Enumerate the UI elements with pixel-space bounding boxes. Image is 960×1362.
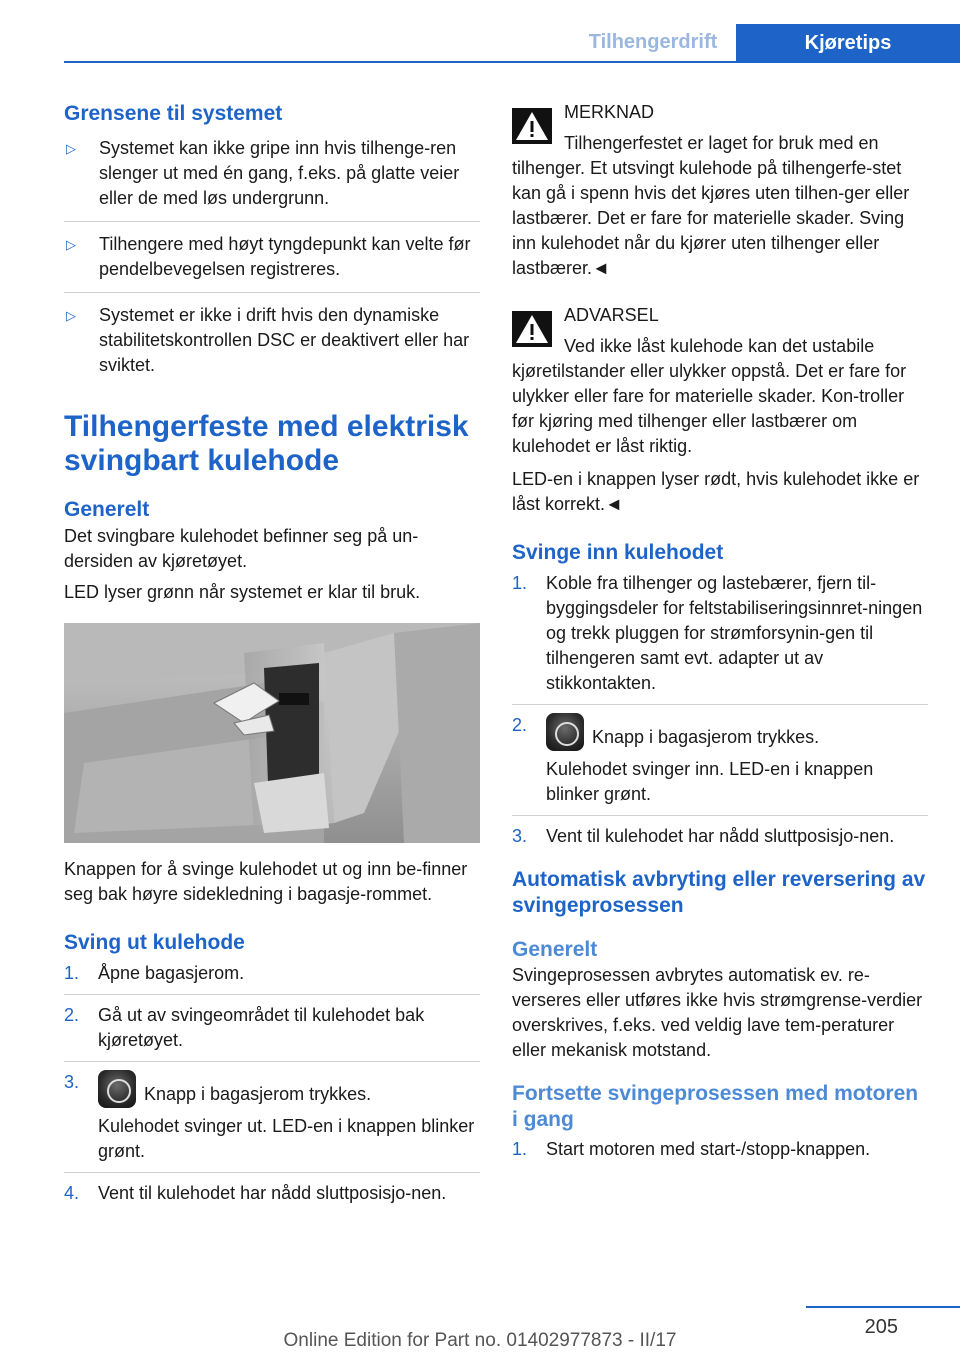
trailer-hitch-button-icon [546,713,584,751]
main-heading: Tilhengerfeste med elektrisk svingbart kulehode [64,410,469,477]
warning-triangle-icon [512,311,552,347]
trunk-photo [64,623,480,843]
swing-in-heading: Svinge inn kulehodet [512,541,724,564]
continue-heading: Fortsette svingeprosessen med motoren i gang [512,1082,919,1131]
warning-triangle-icon [512,108,552,144]
triangle-bullet-icon: ▷ [66,141,76,156]
swing-out-steps [64,961,480,1206]
step-item: 1. Åpne bagasjerom. [64,961,480,995]
warning-text-2: LED-en i knappen lyser rødt, hvis kulehodet ikke er låst korrekt.◄ [512,469,920,514]
trunk-illustration [64,623,480,843]
page-number: 205 [864,1316,898,1338]
swing-out-heading: Sving ut kulehode [64,931,245,954]
limits-list [64,136,480,388]
step-item: 2. Gå ut av svingeområdet til kulehodet bak kjøretøyet. [64,1003,480,1062]
limits-heading: Grensene til systemet [64,102,283,125]
header-rule [64,61,960,63]
footer-rule [806,1306,960,1308]
triangle-bullet-icon: ▷ [66,237,76,252]
auto-general-heading: Generelt [512,938,598,961]
auto-heading: Automatisk avbryting eller reversering av svingeprosessen [512,868,926,917]
trailer-hitch-button-icon [98,1070,136,1108]
note-text: Tilhengerfestet er laget for bruk med en tilhenger. Et utsvingt kulehode på tilhengerfe-stet kan gå i spenn hvis det kjøres uten tilhen-ger eller lastbærer. Det er fare for materielle skader. Sving inn kulehodet når du kjører uten tilhenger eller lastbærer.◄ [512,133,910,278]
step-item: 4. Vent til kulehodet har nådd sluttposisjo-nen. [64,1183,447,1203]
warning-block [512,303,928,517]
step-item: 3. Vent til kulehodet har nådd sluttposisjo-nen. [512,826,895,846]
general-paragraph-1: Det svingbare kulehodet befinner seg på un-dersiden av kjøretøyet. [64,526,419,571]
general-heading: Generelt [64,498,150,521]
step-item: 1. Start motoren med start-/stopp-knappen. [512,1139,871,1159]
note-label: MERKNAD [564,102,655,122]
left-column [64,100,480,1212]
list-item: ▷ Systemet er ikke i drift hvis den dynamiske stabilitetskontrollen DSC er deaktivert eller har sviktet. [66,305,470,375]
warning-text: Ved ikke låst kulehode kan det ustabile kjøretilstander eller ulykker oppstå. Det er fare for ulykker eller fare for materielle skader. Kon-troller før kjøring med tilhenger eller lastbærer om kulehodet er låst riktig. [512,336,907,456]
right-column [512,100,928,1168]
photo-caption: Knappen for å svinge kulehodet ut og inn be-finner seg bak høyre sidekledning i bagasje-rommet. [64,859,468,904]
warning-label: ADVARSEL [564,305,659,325]
header-section-tab[interactable]: Tilhengerdrift [588,31,718,53]
step-item: 2. Knapp i bagasjerom trykkes. Kulehodet svinger inn. LED-en i knappen blinker grønt. [512,713,928,816]
edition-note: Online Edition for Part no. 01402977873 - II/17 [283,1330,677,1351]
continue-steps [512,1137,928,1162]
header-chapter-tab[interactable]: Kjøretips [736,24,960,63]
swing-in-steps [512,571,928,849]
list-item: ▷ Tilhengere med høyt tyngdepunkt kan velte før pendelbevegelsen registreres. [64,232,480,293]
note-block [512,100,928,281]
general-paragraph-2: LED lyser grønn når systemet er klar til bruk. [64,582,421,602]
triangle-bullet-icon: ▷ [66,308,76,323]
auto-general-text: Svingeprosessen avbrytes automatisk ev. re-verseres eller utføres ikke hvis strømgrense-verdier overskrives, f.eks. ved veldig lave tem-peraturer eller mekanisk motstand. [512,965,923,1060]
step-item: 3. Knapp i bagasjerom trykkes. Kulehodet svinger ut. LED-en i knappen blinker grønt. [64,1070,480,1173]
step-item: 1. Koble fra tilhenger og lastebærer, fjern til-byggingsdeler for feltstabiliseringsinnret-ningen og trekk pluggen for strømforsynin-gen til tilhengeren samt evt. adapter ut av stikkontakten. [512,571,928,705]
list-item: ▷ Systemet kan ikke gripe inn hvis tilhenge-ren slenger ut med én gang, f.eks. på glatte veier eller de med løs undergrunn. [64,136,480,222]
